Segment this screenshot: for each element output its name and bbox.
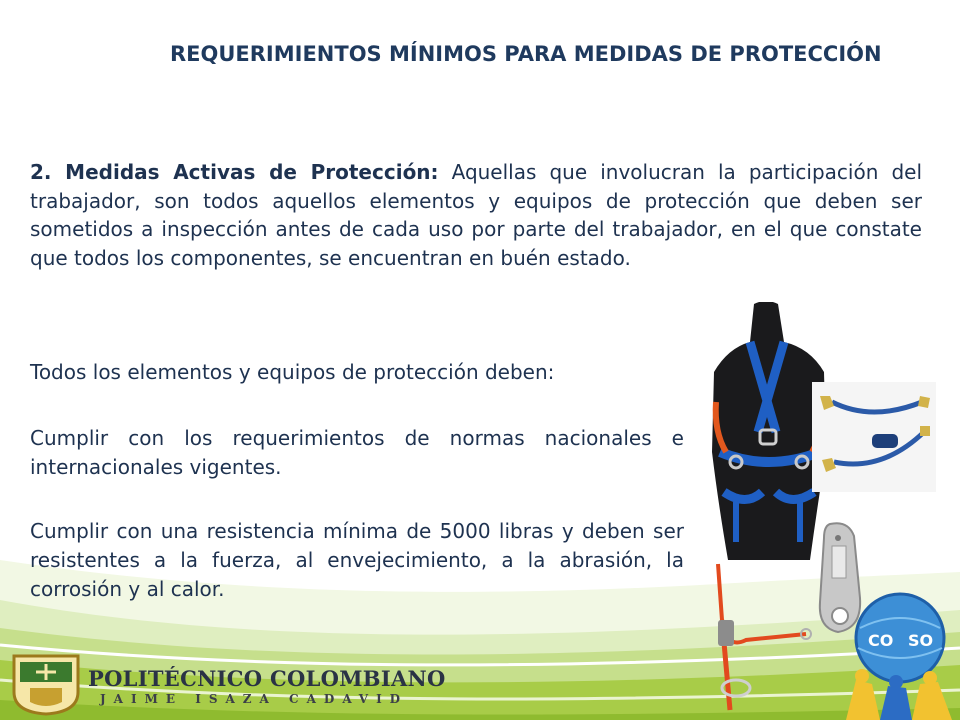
list-intro: Todos los elementos y equipos de protección deben:: [30, 360, 555, 384]
badge-text-right: SO: [908, 631, 934, 650]
requirement-item: Cumplir con los requerimientos de normas nacionales e internacionales vigentes.: [30, 426, 684, 479]
paragraph-text: Aquellas que involucran la participación del trabajador, son todos aquellos elementos y equipos de protección que deben ser sometidos a inspección antes de cada uso por parte del trabajador, en el que constate que todos los componentes, se encuentran en buén estado.: [30, 160, 922, 270]
institution-subtitle: JAIME ISAZA CADAVID: [100, 692, 409, 706]
definition-paragraph: [30, 158, 922, 272]
requirement-item: Cumplir con una resistencia mínima de 5000 libras y deben ser resistentes a la fuerza, al envejecimiento, a la abrasión, la corrosión y al calor.: [30, 519, 684, 601]
institution-crest-logo: [10, 652, 82, 716]
institution-name: POLITÉCNICO COLOMBIANO: [88, 666, 446, 691]
rope-lifeline-image: [706, 560, 816, 720]
lanyard-image: [812, 382, 936, 492]
slide-title: REQUERIMIENTOS MÍNIMOS PARA MEDIDAS DE PROTECCIÓN: [170, 42, 882, 66]
coso-badge-image: [840, 588, 958, 720]
paragraph-lead: 2. Medidas Activas de Protección:: [30, 160, 439, 184]
badge-text-left: CO: [868, 631, 894, 650]
